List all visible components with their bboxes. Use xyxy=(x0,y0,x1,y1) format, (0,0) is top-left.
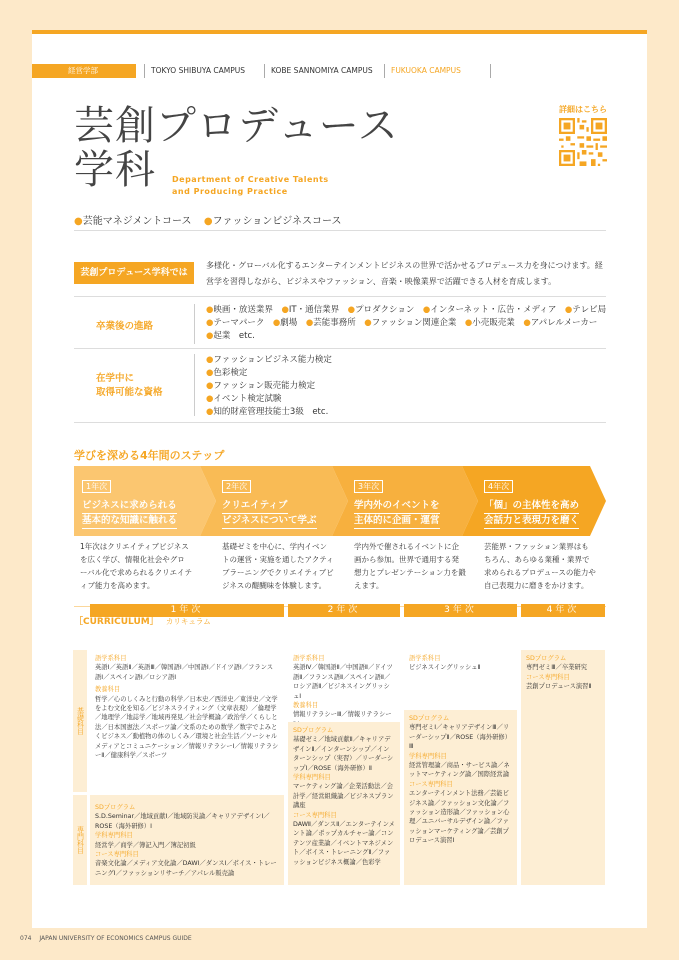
careers-label: 卒業後の進路 xyxy=(96,321,154,332)
course-item: 芸能マネジメントコース xyxy=(82,216,192,227)
course-text: 音楽文化論／メディア文化論／DAWⅠ／ダンスⅠ／ボイス・トレーニングⅠ／ファッションリサーチ／アパレル販売論 xyxy=(95,860,277,877)
category-heading: コース専門科目 xyxy=(526,673,570,681)
step-title-line2: ビジネスについて学ぶ xyxy=(222,514,317,529)
bullet-icon: ● xyxy=(206,368,214,378)
intro-label: 芸創プロデュース学科では xyxy=(74,262,194,284)
subtitle-line2: and Producing Practice xyxy=(172,187,288,196)
campus-kobe[interactable]: KOBE SANNOMIYA CAMPUS xyxy=(264,64,373,78)
step-title-line1: 「個」の主体性を高め xyxy=(484,499,579,514)
course-list xyxy=(74,212,341,227)
list-item: ファッション販売能力検定 xyxy=(213,381,316,391)
bullet-icon: ● xyxy=(203,216,213,227)
step-3 xyxy=(354,474,440,529)
list-item: 知的財産管理技能士3級 etc. xyxy=(213,407,329,417)
bullet-icon: ● xyxy=(272,318,281,328)
category-heading: コース専門科目 xyxy=(95,851,139,859)
bullet-icon: ● xyxy=(206,381,214,391)
qr-code-icon[interactable] xyxy=(559,118,607,166)
cell-y4 xyxy=(521,650,605,885)
step-year: 1年次 xyxy=(82,480,111,493)
bullet-icon: ● xyxy=(422,305,431,315)
bullet-icon: ● xyxy=(564,305,573,315)
bullet-icon: ● xyxy=(206,318,214,328)
divider xyxy=(74,422,606,423)
course-text: 英語Ⅳ／韓国語Ⅱ／中国語Ⅱ／ドイツ語Ⅱ／フランス語Ⅱ／スペイン語Ⅱ／ロシア語Ⅱ／ビジネスイングリッシュⅠ xyxy=(293,664,393,700)
cell-y3-pro xyxy=(404,710,517,885)
divider xyxy=(74,348,606,349)
bullet-icon: ● xyxy=(74,216,83,227)
subtitle-line1: Department of Creative Talents xyxy=(172,175,329,184)
list-item: アパレルメーカー xyxy=(530,318,598,328)
category-heading: 語学系科目 xyxy=(293,655,325,662)
footer xyxy=(20,935,198,942)
category-heading: SDプログラム xyxy=(409,715,450,722)
list-item: ファッションビジネス能力検定 xyxy=(213,355,332,365)
campus-tokyo[interactable]: TOKYO SHIBUYA CAMPUS xyxy=(144,64,245,78)
step-title-line1: 学内外のイベントを xyxy=(354,499,440,514)
cell-y1-basic xyxy=(90,650,284,790)
course-text: マーケティング論／企業活動法／会計学／経営組織論／ビジネスプラン講座 xyxy=(293,783,394,810)
bullet-icon: ● xyxy=(281,305,289,315)
careers-line3 xyxy=(206,330,616,343)
step-desc: 1年次はクリエイティブビジネスを広く学び、情報化社会やグローバル化で求められるクリエイティブ能力を高めます。 xyxy=(80,542,192,590)
step-4 xyxy=(484,474,579,529)
qual-item xyxy=(206,406,506,419)
step-year: 2年次 xyxy=(222,480,251,493)
list-item: 色彩検定 xyxy=(213,368,248,378)
category-heading: 教養科目 xyxy=(95,686,121,694)
quals-label-line2: 取得可能な資格 xyxy=(96,387,163,398)
step-title-line1: ビジネスに求められる xyxy=(82,499,177,514)
category-heading: コース専門科目 xyxy=(293,811,337,819)
bullet-icon: ● xyxy=(206,407,214,417)
list-item: IT・通信業界 xyxy=(288,305,340,315)
category-heading: SDプログラム xyxy=(293,727,334,734)
course-text: 専門ゼミⅠ／キャリアデザインⅢ／リーダーシップⅡ／ROSE（海外研修）Ⅲ xyxy=(409,724,512,751)
list-item: テレビ局 xyxy=(572,305,607,315)
course-item: ファッションビジネスコース xyxy=(212,216,342,227)
cell-y2-pro xyxy=(288,722,400,885)
steps-title: 学びを深める4年間のステップ xyxy=(74,449,225,462)
list-item: ファッション関連企業 xyxy=(371,318,457,328)
course-text: エンターテインメント法務／芸能ビジネス論／ファッション文化論／ファッション造形論／ファッション心理／ユニバーサルデザイン論／ファッションマーケティング論／芸創プロデュース演習Ⅰ xyxy=(409,790,510,845)
qual-item xyxy=(206,393,506,406)
row-label-pro: 専門科目 xyxy=(73,795,87,885)
year-header-1: 1年次 xyxy=(90,604,284,617)
cell-y2-basic xyxy=(288,650,400,718)
step-title-line2: 基本的な知識に触れる xyxy=(82,514,177,529)
row-label-basic: 基礎科目 xyxy=(73,650,87,792)
year-header-4: 4年次 xyxy=(521,604,605,617)
course-text: 哲学／心のしくみと行動の科学／日本史／西洋史／東洋史／文学をよむ文化を知る／ビジネスライティング（文章表現）／倫理学／地理学／地誌学／地域再発見／社会学概論／政治学／くらしと法／日本国憲法／スポーツ論／文系のための数学／数字でよみとくビジネス／動植物の体のしくみ／環境と社会生活／ソーシャルメディアとコミュニケーション／情報リテラシーⅠ／情報リテラシーⅡ／健康科学／スポーツ xyxy=(95,695,279,760)
list-item: 芸能事務所 xyxy=(313,318,356,328)
list-item: テーマパーク xyxy=(213,318,265,328)
qual-item xyxy=(206,380,506,393)
step-desc: 芸能界・ファッション業界はもちろん、あらゆる業種・業界で求められるプロデュースの能力や自己表現力に磨きをかけます。 xyxy=(484,542,596,590)
footer-text: JAPAN UNIVERSITY OF ECONOMICS CAMPUS GUIDE xyxy=(39,935,192,942)
careers-line2 xyxy=(206,317,616,330)
course-text: S.D.Seminar／地域貢献Ⅰ／地域防災論／キャリアデザインⅠ／ROSE（海外研修）Ⅰ xyxy=(95,813,270,830)
step-title-line1: クリエイティブ xyxy=(222,499,288,514)
step-1 xyxy=(82,474,177,529)
divider xyxy=(74,230,606,231)
course-text: 経営学／商学／簿記入門／簿記初級 xyxy=(95,841,196,849)
divider xyxy=(74,296,606,297)
bullet-icon: ● xyxy=(464,318,473,328)
step-year: 4年次 xyxy=(484,480,513,493)
intro-text: 多様化・グローバル化するエンターテインメントビジネスの世界で活かせるプロデュース力を身につけます。経営学を習得しながら、ビジネスやファッション、音楽・映像業界で活躍できる人材を育成します。 xyxy=(206,261,603,286)
category-heading: 語学系科目 xyxy=(95,655,127,662)
curriculum-title-ja: カリキュラム xyxy=(165,617,211,626)
course-text: ビジネスイングリッシュⅡ xyxy=(409,664,481,672)
qr-label: 詳細はこちら xyxy=(559,105,607,114)
category-heading: 学科専門科目 xyxy=(409,752,447,760)
category-heading: SDプログラム xyxy=(526,655,567,662)
step-desc: 学内外で催されるイベントに企画から参加。世界で通用する発想力とプレゼンテーション力を鍛えます。 xyxy=(354,542,466,590)
qual-item xyxy=(206,354,506,367)
course-text: 経営管理論／商品・サービス論／ネットマーケティング論／国際経営論 xyxy=(409,762,510,779)
category-heading: 教養科目 xyxy=(293,702,319,710)
divider xyxy=(194,354,195,416)
careers-line1 xyxy=(206,304,616,317)
list-item: 劇場 xyxy=(280,318,298,328)
course-text: 基礎ゼミ／地域貢献Ⅱ／キャリアデザインⅡ／インターンシップ／インターンシップ（実習）／リーダーシップⅠ／ROSE（海外研修）Ⅱ xyxy=(293,736,394,772)
category-heading: 語学系科目 xyxy=(409,655,441,662)
title-line1: 芸創プロデュース xyxy=(74,103,399,149)
campus-divider xyxy=(490,64,497,78)
step-desc: 基礎ゼミを中心に、学内イベントの運営・実施を通したアクティブラーニングでクリエイティブビジネスの醍醐味を体験します。 xyxy=(222,542,334,590)
bullet-icon: ● xyxy=(364,318,372,328)
category-heading: コース専門科目 xyxy=(409,780,453,788)
cell-y1-pro xyxy=(90,795,284,885)
list-item: 映画・放送業界 xyxy=(213,305,273,315)
bullet-icon: ● xyxy=(206,305,214,315)
course-text: 情報リテラシーⅢ／情報リテラシー xyxy=(293,711,392,719)
dept-tag: 経営学部 xyxy=(32,64,136,78)
divider xyxy=(194,304,195,344)
quals-list xyxy=(206,354,506,419)
list-item: 起業 etc. xyxy=(213,331,255,341)
category-heading: SDプログラム xyxy=(95,804,136,811)
bullet-icon: ● xyxy=(206,355,214,365)
year-header-2: 2年次 xyxy=(288,604,400,617)
course-text: 専門ゼミⅢ／卒業研究 xyxy=(526,664,588,672)
quals-label-line1: 在学中に xyxy=(96,373,135,384)
year-header-3: 3年次 xyxy=(404,604,517,617)
step-2 xyxy=(222,474,317,529)
page-number: 074 xyxy=(20,935,32,942)
step-title-line2: 会話力と表現力を磨く xyxy=(484,514,579,529)
step-title-line2: 主体的に企画・運営 xyxy=(354,514,440,529)
bullet-icon: ● xyxy=(347,305,356,315)
curriculum-title-en: ［CURRICULUM］ xyxy=(74,617,159,627)
quals-label xyxy=(96,372,163,400)
page-subtitle xyxy=(172,174,329,198)
list-item: イベント検定試験 xyxy=(213,394,282,404)
campus-fukuoka[interactable]: FUKUOKA CAMPUS xyxy=(384,64,461,78)
title-line2: 学科 xyxy=(74,147,156,193)
cell-y3-basic xyxy=(404,650,517,706)
category-heading: 学科専門科目 xyxy=(293,774,331,782)
list-item: 小売販売業 xyxy=(472,318,515,328)
list-item: プロダクション xyxy=(355,305,415,315)
list-item: インターネット・広告・メディア xyxy=(430,305,557,315)
bullet-icon: ● xyxy=(305,318,314,328)
course-text: 芸創プロデュース演習Ⅱ xyxy=(526,683,592,691)
category-heading: 学科専門科目 xyxy=(95,832,133,840)
careers-list xyxy=(206,304,616,343)
course-text: DAWⅡ／ダンスⅡ／エンターテインメント論／ポップカルチャー論／コンテンツ産業論／イベントマネジメント／ボイス・トレーニングⅡ／ファッションビジネス概論／色彩学 xyxy=(293,821,395,866)
bullet-icon: ● xyxy=(523,318,531,328)
campus-bar xyxy=(32,64,647,78)
course-text: 英語Ⅰ／英語Ⅱ／英語Ⅲ／韓国語Ⅰ／中国語Ⅰ／ドイツ語Ⅰ／フランス語Ⅰ／スペイン語Ⅰ／ロシア語Ⅰ xyxy=(95,664,274,681)
step-year: 3年次 xyxy=(354,480,383,493)
bullet-icon: ● xyxy=(206,394,214,404)
bullet-icon: ● xyxy=(206,331,214,341)
qual-item xyxy=(206,367,506,380)
